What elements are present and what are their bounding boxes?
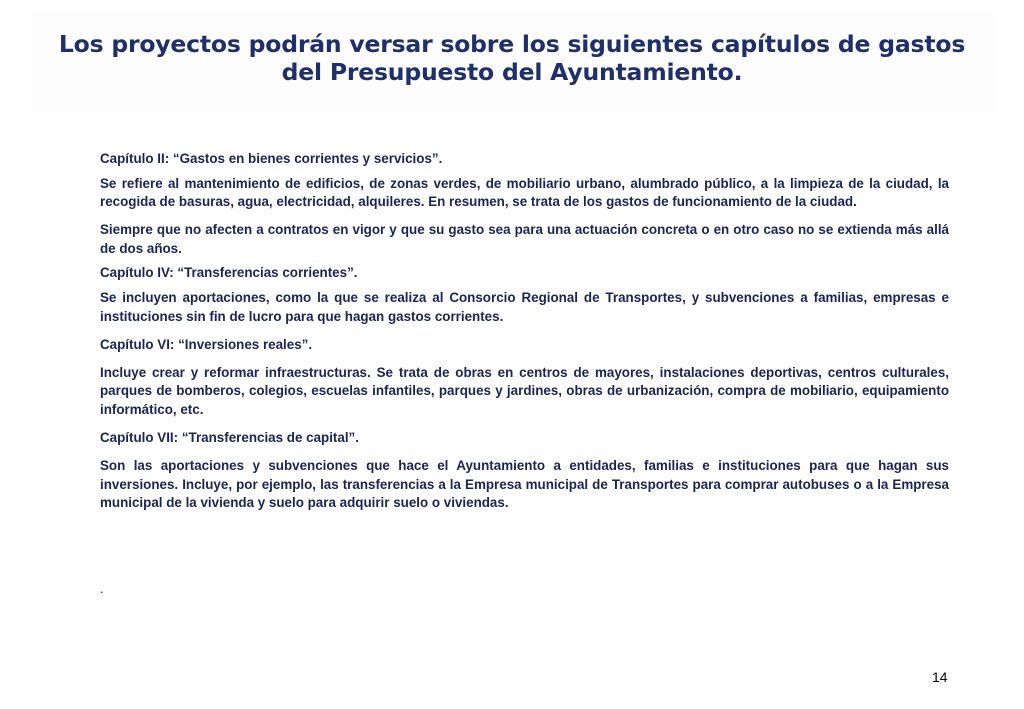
chapter-heading-iv: Capítulo IV: “Transferencias corrientes”. (100, 265, 358, 281)
chapter-heading-vi: Capítulo VI: “Inversiones reales”. (100, 336, 313, 352)
slide-title: Los proyectos podrán versar sobre los siguientes capítulos de gastos del Presupuesto del Ayuntamiento. (58, 30, 966, 86)
chapter-vii-description: Son las aportaciones y subvenciones que hace el Ayuntamiento a entidades, familias e instituciones para que hagan sus inversiones. Incluye, por ejemplo, las transferencias a la Empresa municipal de Transportes para comprar autobuses o a la Empresa municipal de la vivienda y suelo para adquirir suelo o viviendas. (100, 458, 949, 511)
chapter-iv-description: Se incluyen aportaciones, como la que se realiza al Consorcio Regional de Transportes, y subvenciones a familias, empresas e instituciones sin fin de lucro para que hagan gastos corrientes. (100, 290, 949, 324)
chapter-heading-vii: Capítulo VII: “Transferencias de capital”. (100, 430, 359, 446)
trailing-mark: . (100, 581, 104, 596)
chapter-ii-description: Se refiere al mantenimiento de edificios, de zonas verdes, de mobiliario urbano, alumbrado público, a la limpieza de la ciudad, la recogida de basuras, agua, electricidad, alquileres. En resumen, se trata de los gastos de funcionamiento de la ciudad. (100, 175, 949, 210)
chapter-ii-condition: Siempre que no afecten a contratos en vigor y que su gasto sea para una actuación concreta o en otro caso no se extienda más allá de dos años. (100, 222, 949, 256)
page-number: 14 (932, 669, 948, 685)
slide-body (100, 150, 949, 523)
chapter-heading-ii: Capítulo II: “Gastos en bienes corrientes y servicios”. (100, 151, 443, 166)
chapter-vi-description: Incluye crear y reformar infraestructuras. Se trata de obras en centros de mayores, instalaciones deportivas, centros culturales, parques de bomberos, colegios, escuelas infantiles, parques y jardines, obras de urbanización, compra de mobiliario, equipamiento informático, etc. (100, 364, 949, 418)
